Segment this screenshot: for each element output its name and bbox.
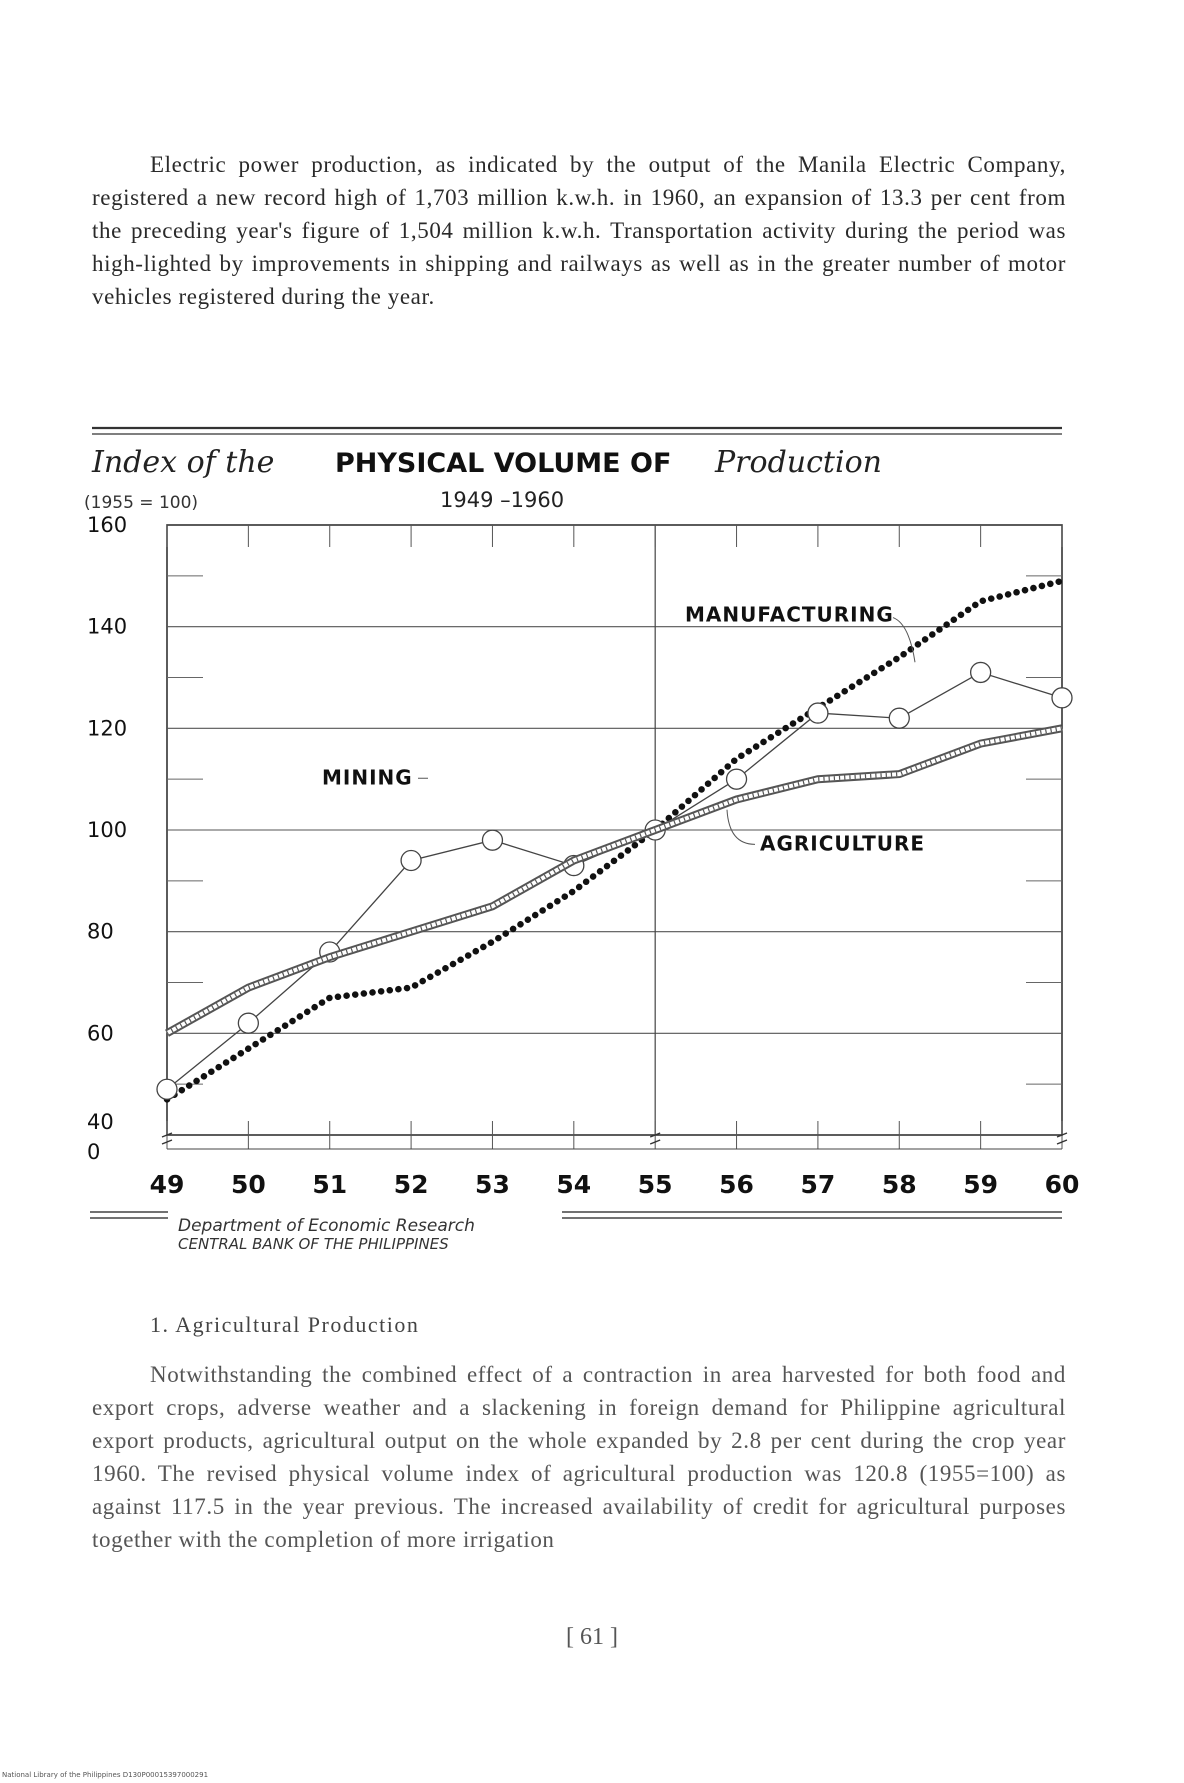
x-tick-label: 50 <box>230 1170 266 1199</box>
y-tick-label: 0 <box>87 1140 101 1164</box>
page-number: [ 61 ] <box>566 1624 618 1650</box>
source-line-1: Department of Economic Research <box>178 1216 475 1236</box>
mining-line <box>167 672 1062 1089</box>
chart-title-script-left: Index of the <box>92 445 275 480</box>
x-tick-label: 51 <box>312 1170 348 1199</box>
mining-point <box>889 708 909 728</box>
mining-point <box>157 1079 177 1099</box>
mining-point <box>971 662 991 682</box>
mining-point <box>808 703 828 723</box>
manufacturing-label: MANUFACTURING <box>685 602 894 627</box>
agriculture-band-inner <box>167 728 1062 1033</box>
manufacturing-line <box>167 581 1062 1100</box>
x-tick-label: 55 <box>637 1170 673 1199</box>
y-axis-labels <box>87 513 127 1164</box>
y-tick-label: 160 <box>87 513 128 537</box>
agriculture-hatch <box>167 728 1062 1033</box>
production-index-chart <box>0 420 1184 1260</box>
mining-point <box>401 851 421 871</box>
mining-point <box>238 1013 258 1033</box>
x-axis-labels <box>150 1170 1080 1199</box>
y-tick-label: 80 <box>87 919 114 944</box>
x-tick-label: 49 <box>149 1170 185 1199</box>
chart-base-note: (1955 = 100) <box>84 493 199 513</box>
agriculture-paragraph: Notwithstanding the combined effect of a contraction in area harvested for both food and export crops, adverse weather and a slackening in foreign demand for Philippine agricultural export products, agricultural output on the whole expanded by 2.8 per cent during the crop year 1960. The revised physical volume index of agricultural production was 120.8 (1955=100) as against 117.5 in the year previous. The increased availability of credit for agricultural purposes together with the completion of more irrigation <box>92 1362 1066 1552</box>
y-tick-label: 40 <box>87 1110 114 1134</box>
x-tick-label: 58 <box>881 1170 917 1199</box>
x-tick-label: 52 <box>393 1170 429 1199</box>
chart-frame <box>90 428 1062 1218</box>
chart-subtitle: 1949 –1960 <box>440 488 565 512</box>
x-tick-label: 57 <box>800 1170 836 1199</box>
x-tick-label: 59 <box>963 1170 999 1199</box>
x-tick-label: 53 <box>475 1170 510 1199</box>
y-tick-label: 60 <box>87 1021 114 1046</box>
chart-grid <box>162 525 1067 1149</box>
agriculture-leader <box>727 810 755 845</box>
agriculture-label: AGRICULTURE <box>760 831 926 856</box>
series-layer <box>157 581 1072 1100</box>
chart-title-script-right: Production <box>715 445 882 480</box>
x-tick-label: 60 <box>1044 1170 1080 1199</box>
x-tick-label: 56 <box>719 1170 754 1199</box>
y-tick-label: 100 <box>87 818 128 842</box>
y-tick-label: 120 <box>87 716 128 741</box>
source-line-2: CENTRAL BANK OF THE PHILIPPINES <box>178 1235 449 1253</box>
mining-point <box>727 769 747 789</box>
x-tick-label: 54 <box>556 1170 592 1199</box>
section-heading: 1. Agricultural Production <box>150 1312 420 1337</box>
y-tick-label: 140 <box>87 614 128 639</box>
archive-footer: National Library of the Philippines D130P00015397000291 <box>2 1771 209 1779</box>
mining-point <box>482 830 502 850</box>
series-labels <box>322 603 925 856</box>
mining-point <box>1052 688 1072 708</box>
mining-label: MINING <box>322 765 413 790</box>
chart-title: PHYSICAL VOLUME OF <box>335 448 672 479</box>
intro-paragraph: Electric power production, as indicated by the output of the Manila Electric Company, registered a new record high of 1,703 million k.w.h. in 1960, an expansion of 13.3 per cent from the preceding year's figure of 1,504 million k.w.h. Transportation activity during the period was high-lighted by improvements in shipping and railways as well as in the greater number of motor vehicles registered during the year. <box>92 152 1066 309</box>
agriculture-band <box>167 728 1062 1033</box>
